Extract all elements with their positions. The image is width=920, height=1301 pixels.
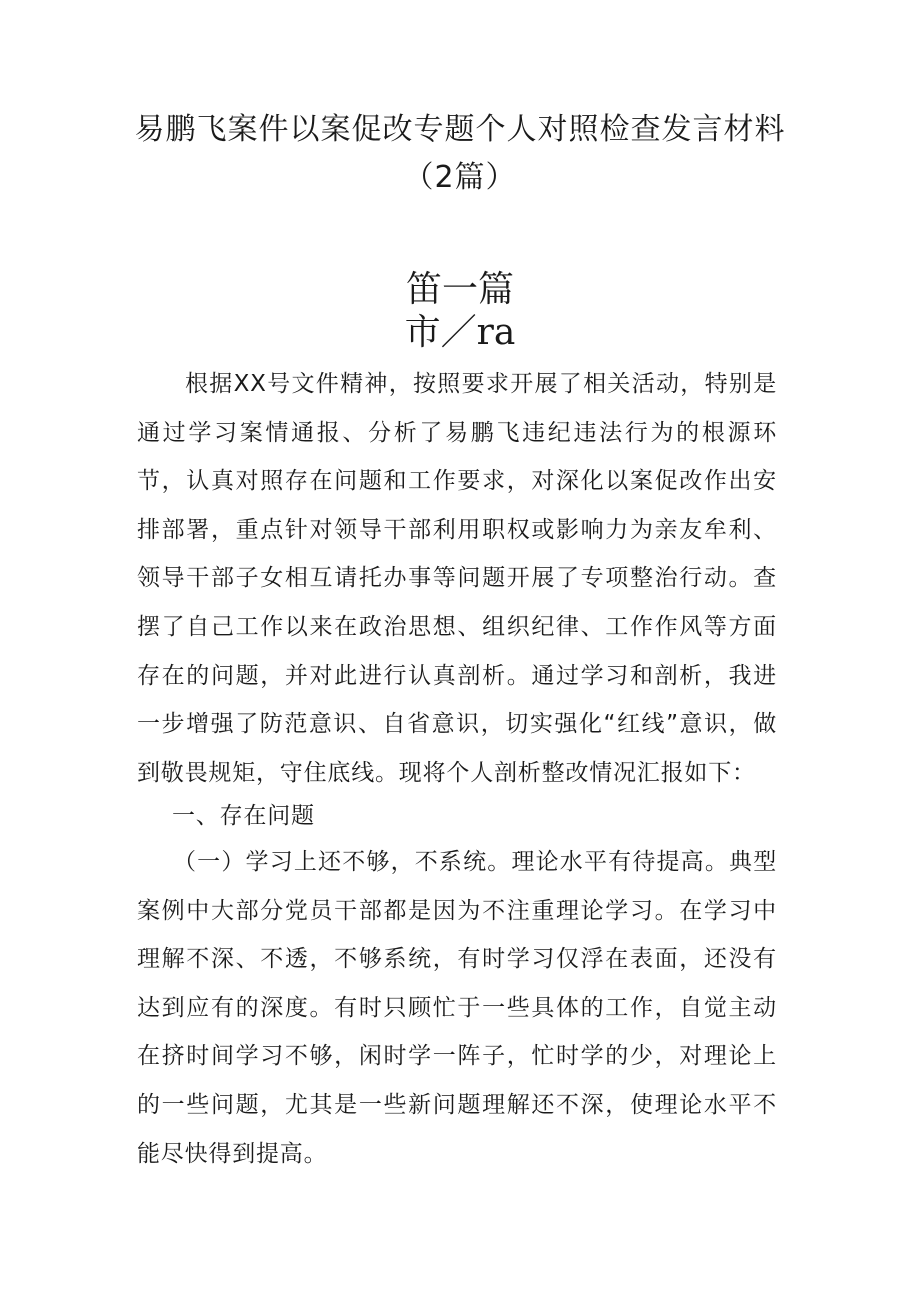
document-title: 易鹏飞案件以案促改专题个人对照检查发言材料（2篇） (134, 112, 786, 195)
section-heading: 一、存在问题 (172, 803, 315, 829)
intro-paragraph: 根据XX号文件精神，按照要求开展了相关活动，特别是通过学习案情通报、分析了易鹏飞违纪违法行为的根源环节，认真对照存在问题和工作要求，对深化以案促改作出安排部署，重点针对领导干部利用职权或影响力为亲友牟利、领导干部子女相互请托办事等问题开展了专项整治行动。查摆了自己工作以来在政治思想、组织纪律、工作作风等方面存在的问题，并对此进行认真剖析。通过学习和剖析，我进一步增强了防范意识、自省意识，切实强化“红线”意识，做到敬畏规矩，守住底线。现将个人剖析整改情况汇报如下： (137, 371, 777, 786)
subheading-line-2: 市／ra (404, 312, 516, 353)
subheading-line-1: 笛一篇 (405, 269, 514, 310)
body-paragraph-1: （一）学习上还不够，不系统。理论水平有待提高。典型案例中大部分党员干部都是因为不注重理论学习。在学习中理解不深、不透，不够系统，有时学习仅浮在表面，还没有达到应有的深度。有时只顾忙于一些具体的工作，自觉主动在挤时间学习不够，闲时学一阵子，忙时学的少，对理论上的一些问题，尤其是一些新问题理解还不深，使理论水平不能尽快得到提高。 (137, 849, 777, 1167)
